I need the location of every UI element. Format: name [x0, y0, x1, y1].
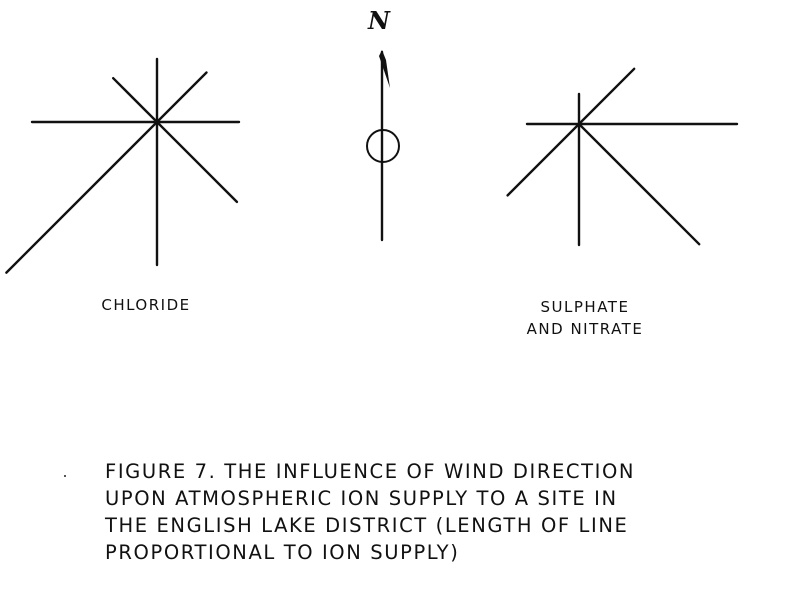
sulphate-ray-se — [579, 124, 699, 244]
sulphate-ray-ne — [579, 69, 634, 124]
chloride-ray-ne — [157, 73, 207, 123]
scan-speck — [64, 475, 66, 477]
chloride-ray-nw — [113, 78, 157, 122]
north-label: N — [368, 6, 390, 35]
chloride-wind-rose — [6, 59, 239, 273]
sulphate-ray-sw — [508, 124, 579, 195]
sulphate-label-line-2: AND NITRATE — [526, 320, 644, 338]
sulphate-nitrate-label — [500, 296, 670, 340]
caption-line-1: FIGURE 7. THE INFLUENCE OF WIND DIRECTION — [105, 460, 636, 483]
caption-line-3: THE ENGLISH LAKE DISTRICT (LENGTH OF LINE — [105, 514, 629, 537]
chloride-ray-se — [157, 122, 237, 202]
figure-caption — [105, 458, 765, 566]
sulphate-label-line-1: SULPHATE — [540, 298, 630, 316]
chloride-label — [96, 296, 196, 314]
north-arrow-icon — [367, 50, 399, 240]
chloride-label-line: CHLORIDE — [101, 296, 191, 314]
caption-line-2: UPON ATMOSPHERIC ION SUPPLY TO A SITE IN — [105, 487, 618, 510]
sulphate-nitrate-wind-rose — [508, 69, 737, 245]
caption-line-4: PROPORTIONAL TO ION SUPPLY) — [105, 541, 460, 564]
chloride-ray-sw — [6, 122, 157, 273]
